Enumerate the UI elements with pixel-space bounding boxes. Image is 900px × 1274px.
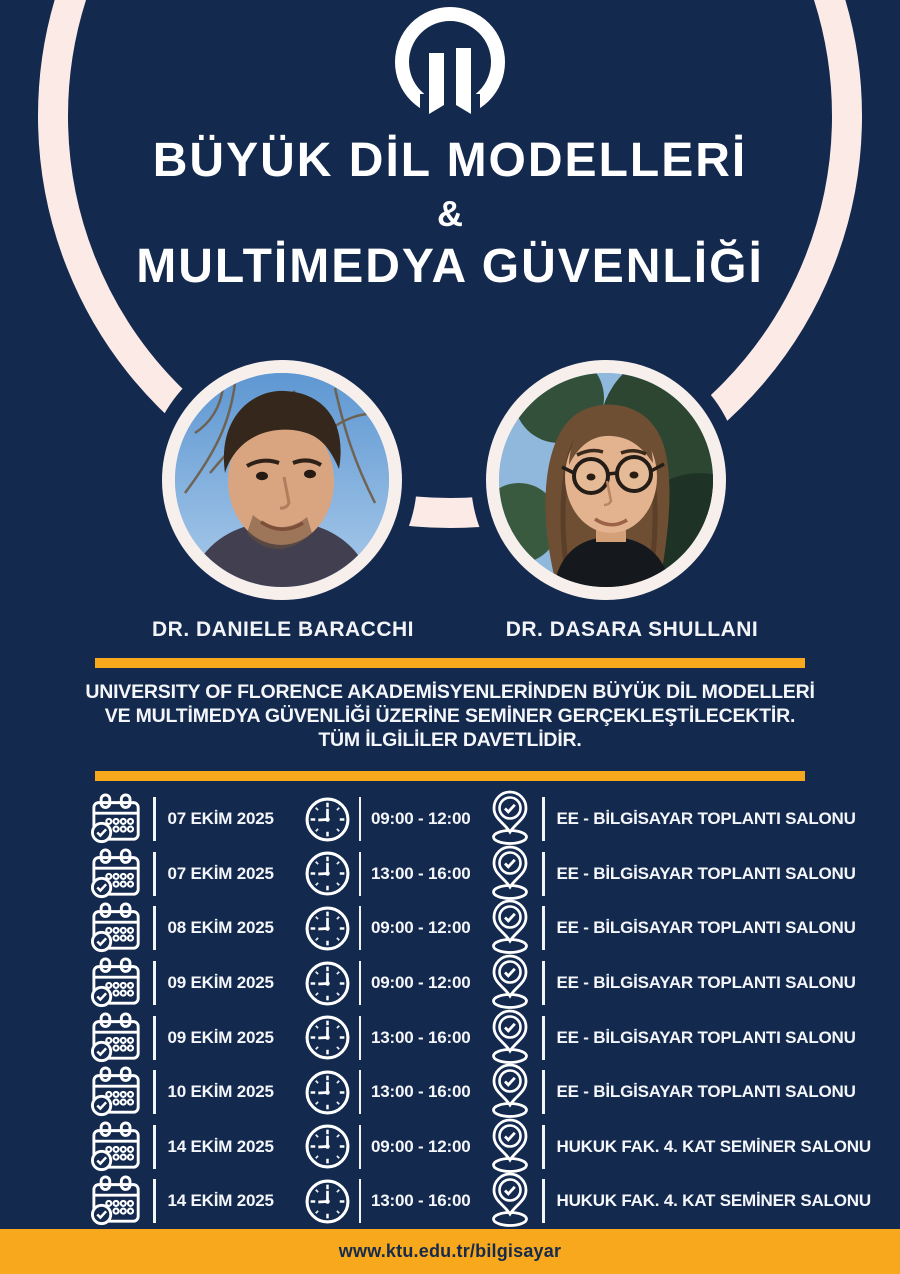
- footer-url: www.ktu.edu.tr/bilgisayar: [338, 1241, 562, 1261]
- column-separator: [542, 1179, 545, 1223]
- schedule-row: [0, 901, 900, 956]
- event-time: 09:00 - 12:00: [371, 918, 471, 938]
- footer-bar: [0, 1229, 900, 1274]
- description-line1: UNIVERSITY OF FLORENCE AKADEMİSYENLERİNDEN BÜYÜK DİL MODELLERİ: [85, 681, 815, 703]
- event-date: 08 EKİM 2025: [167, 918, 274, 938]
- column-separator: [359, 1016, 362, 1060]
- column-separator: [359, 1125, 362, 1169]
- schedule-list: [0, 792, 900, 1229]
- calendar-icon: [88, 1012, 146, 1064]
- schedule-row: [0, 792, 900, 847]
- location-pin-icon: [487, 845, 533, 903]
- event-time: 09:00 - 12:00: [371, 973, 471, 993]
- column-separator: [542, 852, 545, 896]
- event-time: 13:00 - 16:00: [371, 1082, 471, 1102]
- description-line2: VE MULTİMEDYA GÜVENLİĞİ ÜZERİNE SEMİNER GERÇEKLEŞTİLECEKTİR.: [104, 705, 796, 727]
- column-separator: [542, 1016, 545, 1060]
- clock-icon: [304, 905, 351, 952]
- calendar-icon: [88, 1175, 146, 1227]
- event-date: 07 EKİM 2025: [167, 863, 274, 883]
- column-separator: [542, 961, 545, 1005]
- clock-icon: [304, 1178, 351, 1225]
- speaker-photo-daniele-baracchi: [162, 360, 402, 600]
- event-location: EE - BİLGİSAYAR TOPLANTI SALONU: [556, 809, 856, 829]
- event-date: 07 EKİM 2025: [167, 809, 274, 829]
- calendar-icon: [88, 793, 146, 845]
- poster-title: [0, 134, 900, 294]
- title-line1: BÜYÜK DİL MODELLERİ: [152, 134, 748, 187]
- event-location: EE - BİLGİSAYAR TOPLANTI SALONU: [556, 1082, 856, 1102]
- column-separator: [153, 1125, 156, 1169]
- event-time: 09:00 - 12:00: [371, 809, 471, 829]
- calendar-icon: [88, 1066, 146, 1118]
- clock-icon: [304, 1069, 351, 1116]
- column-separator: [542, 906, 545, 950]
- event-time: 13:00 - 16:00: [371, 863, 471, 883]
- column-separator: [153, 1070, 156, 1114]
- seminar-description: [0, 680, 900, 752]
- column-separator: [542, 1125, 545, 1169]
- column-separator: [153, 1179, 156, 1223]
- description-line3: TÜM İLGİLİLER DAVETLİDİR.: [318, 729, 582, 751]
- schedule-row: [0, 956, 900, 1011]
- column-separator: [153, 1016, 156, 1060]
- event-time: 09:00 - 12:00: [371, 1136, 471, 1156]
- column-separator: [359, 961, 362, 1005]
- calendar-icon: [88, 902, 146, 954]
- schedule-row: [0, 1010, 900, 1065]
- title-ampersand: &: [437, 193, 463, 234]
- event-time: 13:00 - 16:00: [371, 1191, 471, 1211]
- column-separator: [359, 1179, 362, 1223]
- calendar-icon: [88, 957, 146, 1009]
- event-time: 13:00 - 16:00: [371, 1027, 471, 1047]
- event-date: 09 EKİM 2025: [167, 973, 274, 993]
- schedule-row: [0, 1174, 900, 1229]
- location-pin-icon: [487, 1118, 533, 1176]
- calendar-icon: [88, 1121, 146, 1173]
- divider-bar-bottom: [95, 771, 805, 781]
- location-pin-icon: [487, 1009, 533, 1067]
- clock-icon: [304, 850, 351, 897]
- clock-icon: [304, 796, 351, 843]
- ktu-logo-icon: [392, 6, 508, 124]
- column-separator: [359, 1070, 362, 1114]
- column-separator: [153, 906, 156, 950]
- event-location: EE - BİLGİSAYAR TOPLANTI SALONU: [556, 1027, 856, 1047]
- clock-icon: [304, 960, 351, 1007]
- event-date: 14 EKİM 2025: [167, 1136, 274, 1156]
- event-date: 14 EKİM 2025: [167, 1191, 274, 1211]
- schedule-row: [0, 847, 900, 902]
- title-line2: MULTİMEDYA GÜVENLİĞİ: [136, 240, 764, 293]
- location-pin-icon: [487, 1172, 533, 1230]
- event-date: 09 EKİM 2025: [167, 1027, 274, 1047]
- column-separator: [359, 906, 362, 950]
- location-pin-icon: [487, 790, 533, 848]
- speaker-name-dasara: DR. DASARA SHULLANI: [505, 618, 759, 641]
- event-location: HUKUK FAK. 4. KAT SEMİNER SALONU: [556, 1191, 871, 1211]
- event-date: 10 EKİM 2025: [167, 1082, 274, 1102]
- speaker-name-daniele: DR. DANIELE BARACCHI: [152, 618, 414, 641]
- event-location: EE - BİLGİSAYAR TOPLANTI SALONU: [556, 973, 856, 993]
- event-location: HUKUK FAK. 4. KAT SEMİNER SALONU: [556, 1136, 871, 1156]
- location-pin-icon: [487, 899, 533, 957]
- schedule-row: [0, 1120, 900, 1175]
- column-separator: [542, 797, 545, 841]
- location-pin-icon: [487, 1063, 533, 1121]
- speaker-photo-dasara-shullani: [486, 360, 726, 600]
- clock-icon: [304, 1123, 351, 1170]
- column-separator: [359, 852, 362, 896]
- divider-bar-top: [95, 658, 805, 668]
- column-separator: [359, 797, 362, 841]
- location-pin-icon: [487, 954, 533, 1012]
- woman-glasses-portrait: [499, 373, 713, 587]
- calendar-icon: [88, 848, 146, 900]
- man-outdoor-portrait: [175, 373, 389, 587]
- column-separator: [153, 852, 156, 896]
- event-location: EE - BİLGİSAYAR TOPLANTI SALONU: [556, 863, 856, 883]
- schedule-row: [0, 1065, 900, 1120]
- column-separator: [153, 797, 156, 841]
- clock-icon: [304, 1014, 351, 1061]
- event-location: EE - BİLGİSAYAR TOPLANTI SALONU: [556, 918, 856, 938]
- column-separator: [542, 1070, 545, 1114]
- column-separator: [153, 961, 156, 1005]
